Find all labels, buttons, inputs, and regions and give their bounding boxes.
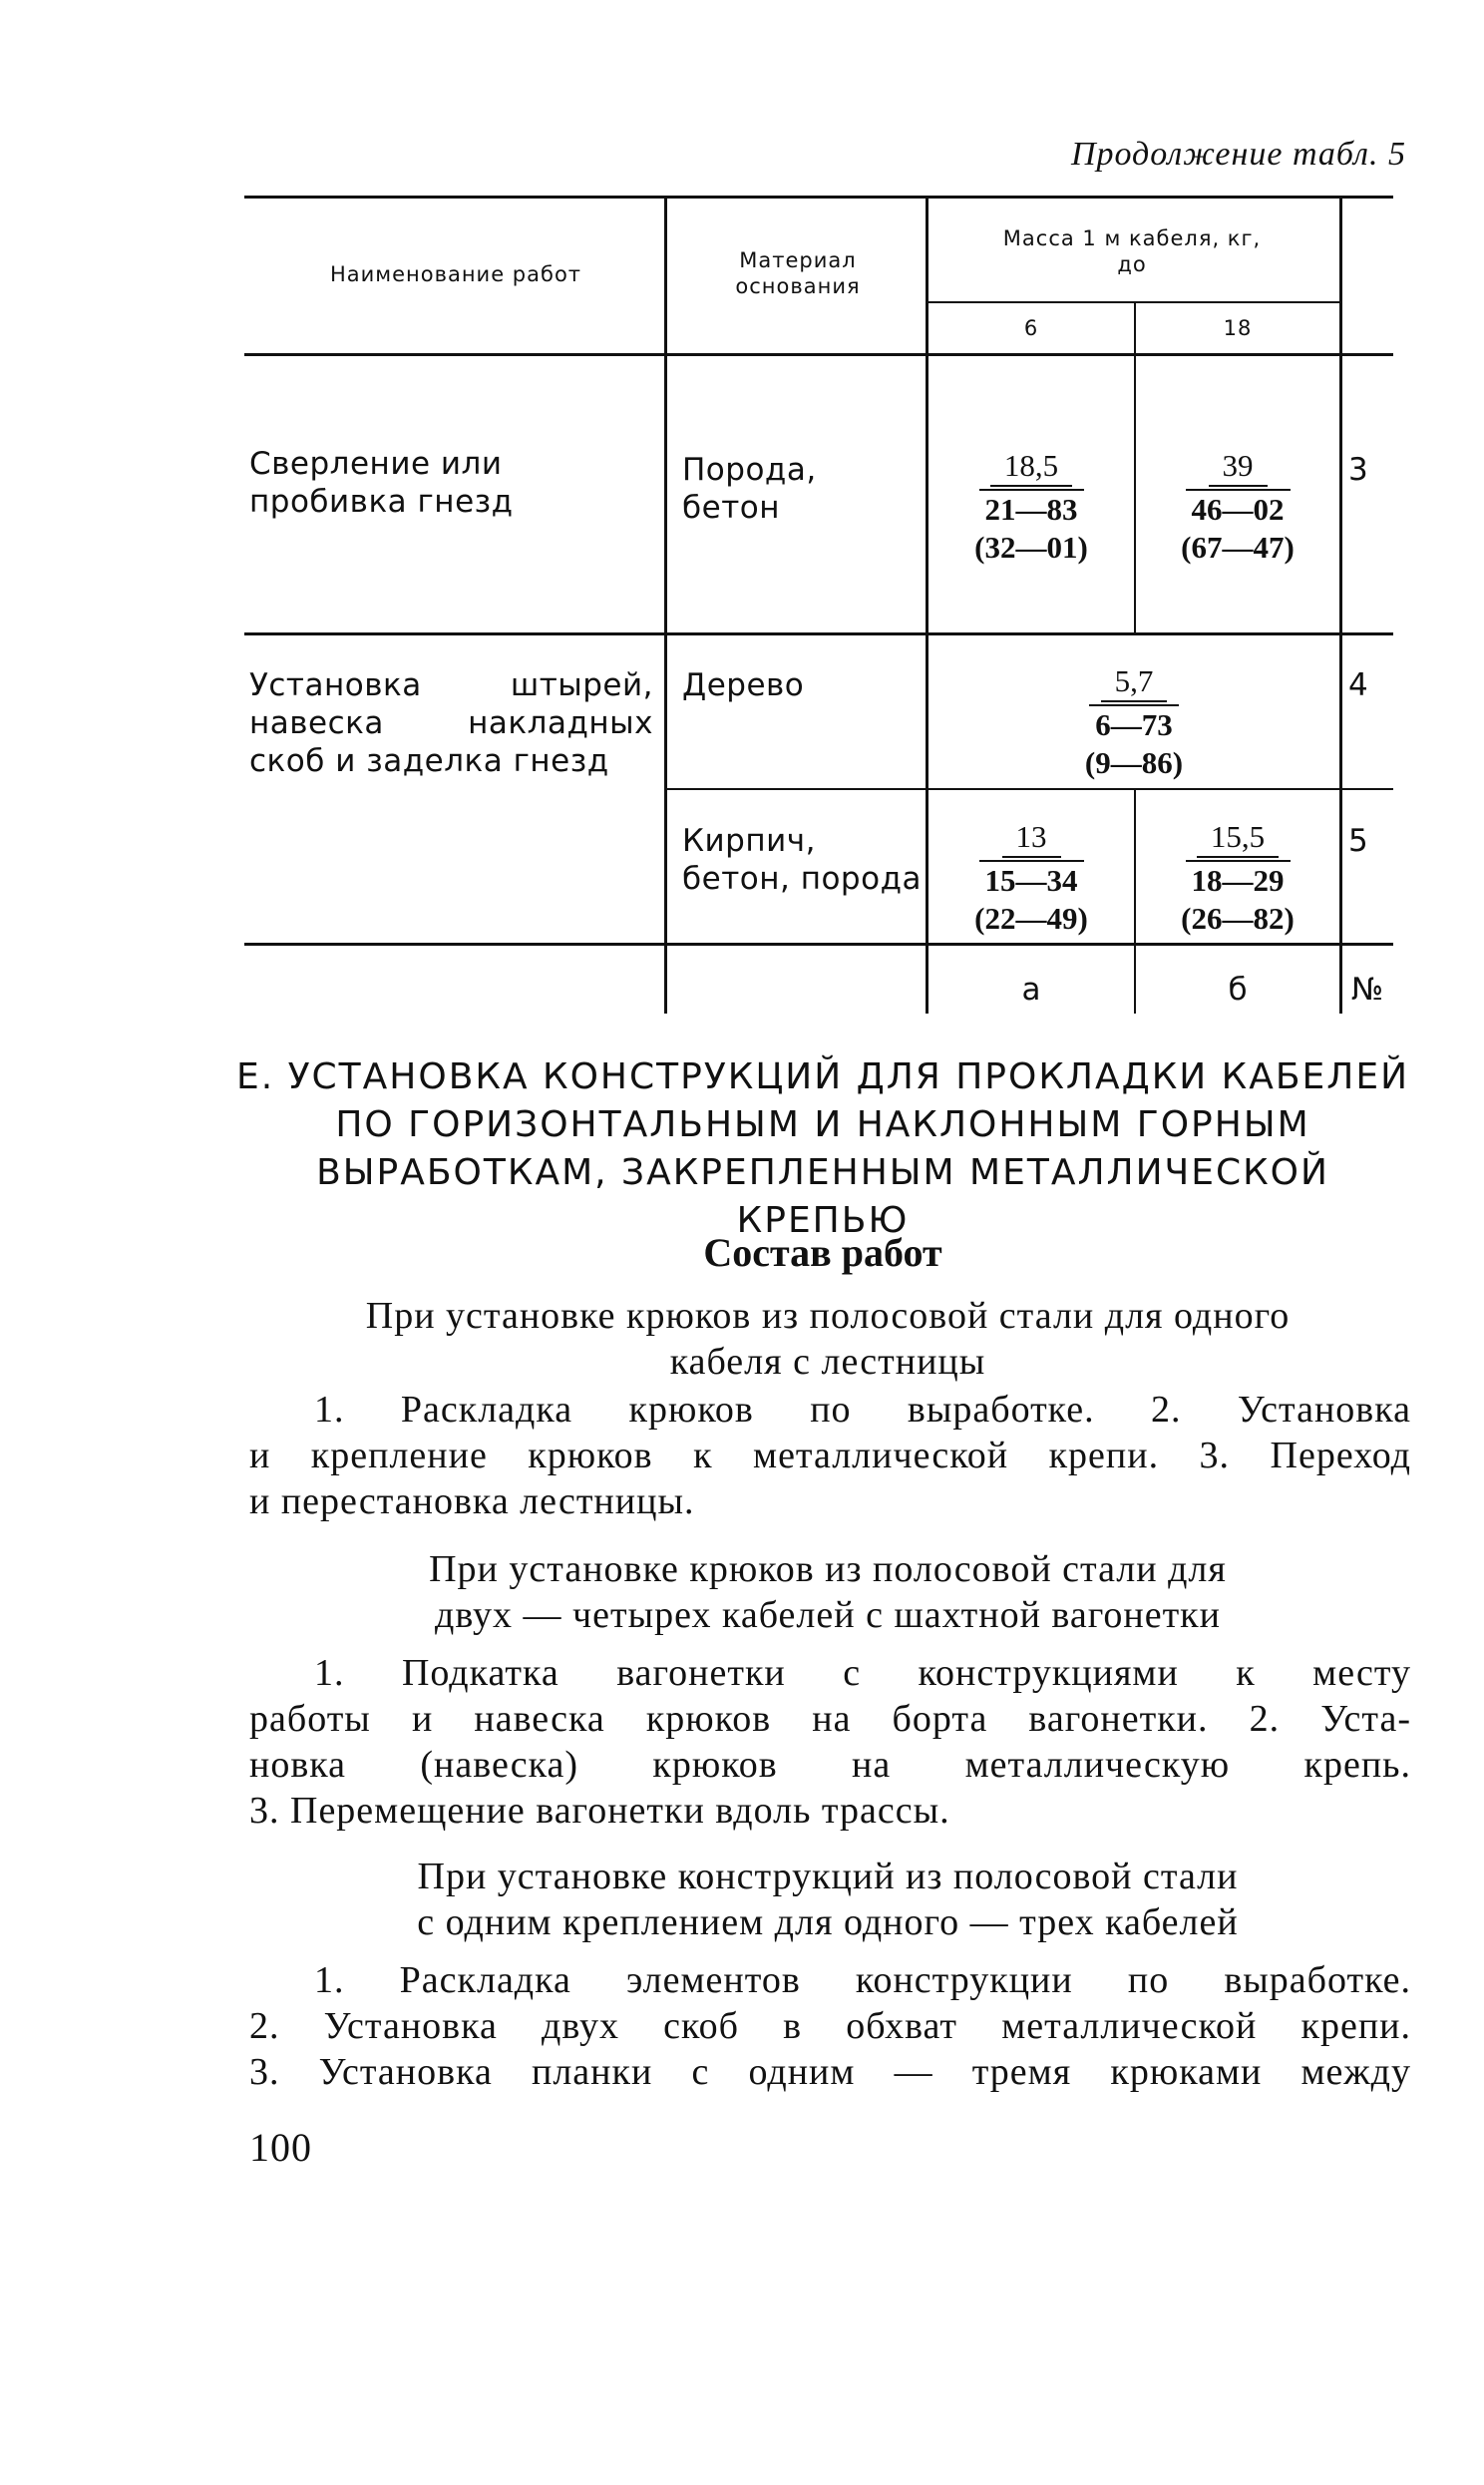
block2-line-1: 1. Подкатка вагонетки с конструкциями к месту — [314, 1652, 1411, 1694]
row3-material: Кирпич, бетон, порода — [682, 823, 922, 897]
row2-work: Установка штырей, навеска накладных скоб и заделка гнезд — [249, 667, 653, 779]
row1-number: 3 — [1348, 452, 1369, 488]
header-work: Наименование работ — [329, 262, 582, 286]
block1-line-3: и перестановка лестницы. — [249, 1480, 695, 1522]
section-title-line-2: ПО ГОРИЗОНТАЛЬНЫМ И НАКЛОННЫМ ГОРНЫМ — [335, 1104, 1310, 1145]
row3-number: 5 — [1348, 823, 1369, 859]
block3-line-1: 1. Раскладка элементов конструкции по выработке. — [314, 1959, 1411, 2001]
row3-value-a: 13 15—34 (22—49) — [974, 819, 1088, 936]
header-mass-group: Масса 1 м кабеля, кг, до — [1002, 226, 1262, 276]
row1-value-a: 18,5 21—83 (32—01) — [974, 448, 1088, 565]
block1-heading-1: При установке крюков из полосовой стали для одного — [365, 1295, 1291, 1337]
row2-bottom-rule — [666, 788, 1393, 790]
table-top-rule — [244, 196, 1393, 199]
block3-line-3: 3. Установка планки с одним — тремя крюками между — [249, 2051, 1411, 2093]
header-mass-18: 18 — [1223, 316, 1253, 340]
block2-line-2: работы и навеска крюков на борта вагонетки. 2. Уста- — [249, 1698, 1411, 1740]
row3-value-b: 15,5 18—29 (26—82) — [1181, 819, 1295, 936]
block3-heading-1: При установке конструкций из полосовой стали — [417, 1856, 1239, 1897]
col-divider-2 — [926, 196, 928, 1014]
row2-value-merged: 5,7 6—73 (9—86) — [1084, 663, 1184, 780]
col-divider-ab-top — [1134, 301, 1136, 632]
block1-heading-2: кабеля с лестницы — [669, 1341, 986, 1383]
block2-heading-2: двух — четырех кабелей с шахтной вагонетки — [435, 1594, 1221, 1636]
block2-line-4: 3. Перемещение вагонетки вдоль трассы. — [249, 1790, 950, 1832]
col-divider-ab-bottom — [1134, 788, 1136, 1014]
block1-line-2: и крепление крюков к металлической крепи. 3. Переход — [249, 1435, 1411, 1476]
footer-a: а — [1021, 972, 1041, 1008]
subheading: Состав работ — [703, 1230, 942, 1275]
section-title-line-3: ВЫРАБОТКАМ, ЗАКРЕПЛЕННЫМ МЕТАЛЛИЧЕСКОЙ КРЕПЬЮ — [316, 1152, 1329, 1241]
col-divider-1 — [664, 196, 667, 1014]
row1-work: Сверление или пробивка гнезд — [249, 446, 514, 520]
row2-material: Дерево — [682, 667, 805, 703]
footer-b: б — [1228, 972, 1248, 1008]
col-divider-3 — [1339, 196, 1342, 1014]
block1-line-1: 1. Раскладка крюков по выработке. 2. Установка — [314, 1389, 1411, 1431]
row1-material: Порода, бетон — [682, 452, 817, 526]
block2-heading-1: При установке крюков из полосовой стали для — [429, 1548, 1227, 1590]
row1-bottom-rule — [244, 632, 1393, 635]
footer-number: № — [1350, 972, 1384, 1008]
block2-line-3: новка (навеска) крюков на металлическую крепь. — [249, 1744, 1411, 1786]
body-bottom-rule — [244, 943, 1393, 946]
table-caption: Продолжение табл. 5 — [1070, 136, 1406, 173]
header-bottom-rule — [244, 353, 1393, 356]
row2-number: 4 — [1348, 667, 1369, 703]
row1-value-b: 39 46—02 (67—47) — [1181, 448, 1295, 565]
block3-heading-2: с одним креплением для одного — трех кабелей — [417, 1901, 1239, 1943]
header-mass-6: 6 — [1023, 316, 1039, 340]
block3-line-2: 2. Установка двух скоб в обхват металлической крепи. — [249, 2005, 1411, 2047]
section-title-line-1: Е. УСТАНОВКА КОНСТРУКЦИЙ ДЛЯ ПРОКЛАДКИ КАБЕЛЕЙ — [235, 1056, 1410, 1097]
header-material: Материал основания — [735, 248, 861, 298]
page-number: 100 — [249, 2125, 312, 2170]
